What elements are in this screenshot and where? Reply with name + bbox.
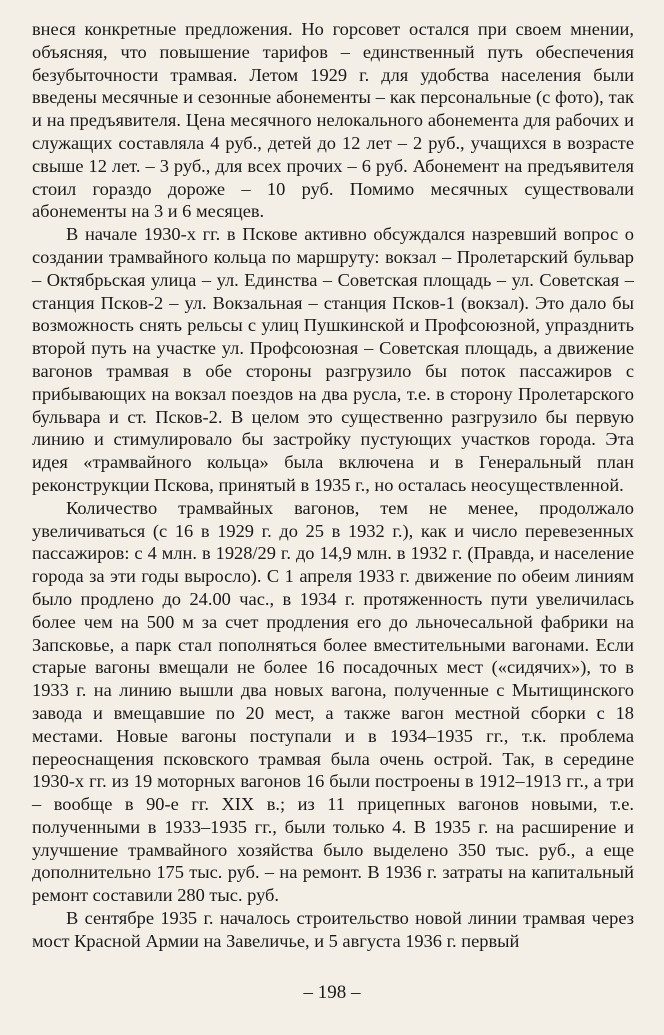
paragraph-2: В начале 1930-х гг. в Пскове активно обсуждался назревший вопрос о создании трамвайного кольца по маршруту: вокзал – Пролетарский бульвар – Октябрьская улица – ул. Единства – Советская площадь – ул. Советская – станция Псков-2 – ул. Вокзальная – станция Псков-1 (вокзал). Это дало бы возможность снять рельсы с улиц Пушкинской и Профсоюзной, упразднить второй путь на участке ул. Профсоюзная – Советская площадь, а движение вагонов трамвая в обе стороны разгрузило бы поток пассажиров с прибывающих на вокзал поездов на два русла, т.е. в сторону Пролетарского бульвара и ст. Псков-2. В целом это существенно разгрузило бы первую линию и стимулировало бы застройку пустующих участков города. Эта идея «трамвайного кольца» была включена и в Генеральный план реконструкции Пскова, принятый в 1935 г., но осталась неосуществленной. xyxy=(32,224,634,495)
page-number: – 198 – xyxy=(303,982,361,1003)
paragraph-3: Количество трамвайных вагонов, тем не менее, продолжало увеличиваться (с 16 в 1929 г. до 25 в 1932 г.), как и число перевезенных пассажиров: с 4 млн. в 1928/29 г. до 14,9 млн. в 1932 г. (Правда, и население города за эти годы выросло). С 1 апреля 1933 г. движение по обеим линиям было продлено до 24.00 час., в 1934 г. протяженность пути увеличилась более чем на 500 м за счет продления его до льночесальной фабрики на Запсковье, а парк стал пополняться более вместительными вагонами. Если старые вагоны вмещали не более 16 посадочных мест («сидячих»), то в 1933 г. на линию вышли два новых вагона, полученные с Мытищинского завода и вмещавшие по 20 мест, а также вагон местной сборки с 18 местами. Новые вагоны поступали и в 1934–1935 гг., т.к. проблема переоснащения псковского трамвая была очень острой. Так, в середине 1930-х гг. из 19 моторных вагонов 16 были построены в 1912–1913 гг., а три – вообще в 90-е гг. XIX в.; из 11 прицепных вагонов новыми, т.е. полученными в 1933–1935 гг., были только 4. В 1935 г. на расширение и улучшение трамвайного хозяйства было выделено 350 тыс. руб., а еще дополнительно 175 тыс. руб. – на ремонт. В 1936 г. затраты на капитальный ремонт составили 280 тыс. руб. xyxy=(32,497,634,906)
paragraph-1: внеся конкретные предложения. Но горсовет остался при своем мнении, объясняя, что повышение тарифов – единственный путь обеспечения безубыточности трамвая. Летом 1929 г. для удобства населения были введены месячные и сезонные абонементы – как персональные (с фото), так и на предъявителя. Цена месячного нелокального абонемента для рабочих и служащих составляла 4 руб., детей до 12 лет – 2 руб., учащихся в возрасте свыше 12 лет. – 3 руб., для всех прочих – 6 руб. Абонемент на предъявителя стоил гораздо дороже – 10 руб. Помимо месячных существовали абонементы на 3 и 6 месяцев. xyxy=(32,19,634,222)
paragraph-4: В сентябре 1935 г. началось строительство новой линии трамвая через мост Красной Армии на Завеличье, и 5 августа 1936 г. первый xyxy=(32,908,634,951)
body-text xyxy=(32,18,634,953)
